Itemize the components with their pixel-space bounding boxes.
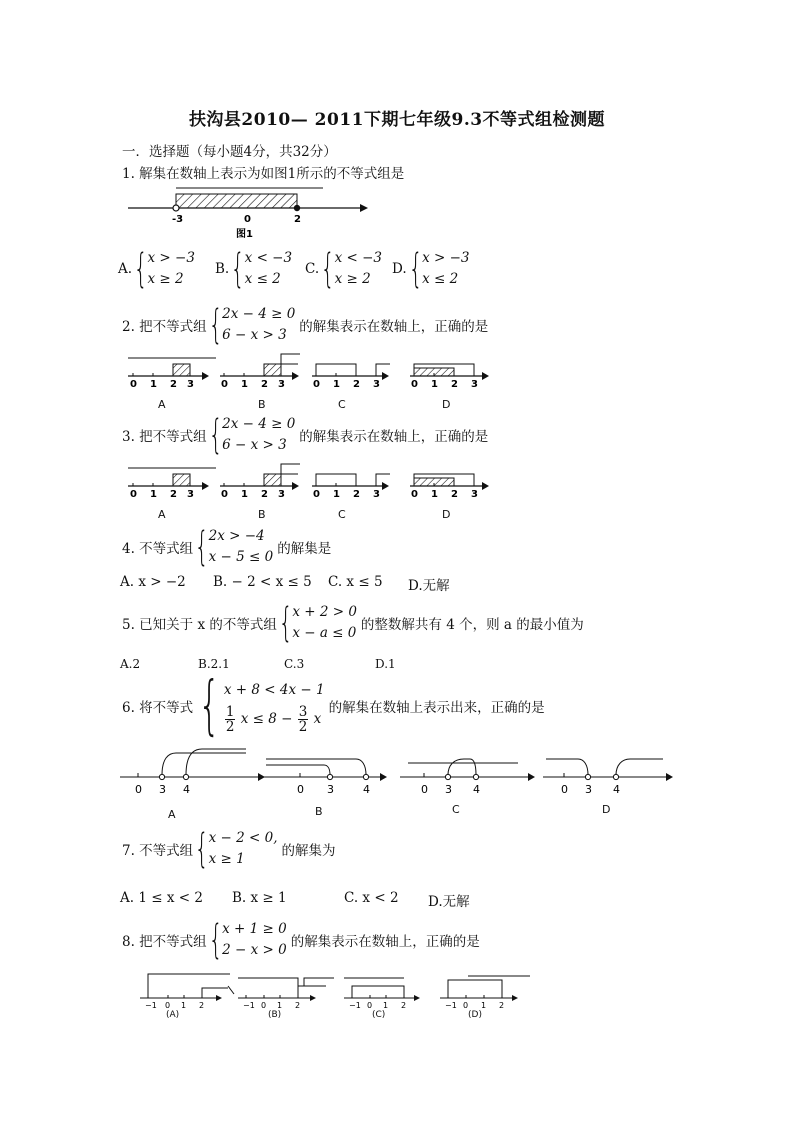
tick-label: −1: [145, 1001, 157, 1010]
tick-label: 3: [471, 489, 478, 500]
interval-line: [448, 980, 502, 998]
tick-label: 2: [499, 1001, 505, 1010]
interval-line: [281, 354, 300, 376]
q5-option-d: D.1: [375, 657, 396, 671]
q7-option-a: A. 1 ≤ x < 2: [120, 890, 203, 906]
tick-label: 0: [411, 489, 418, 500]
tick-label: 2: [295, 1001, 301, 1010]
interval-line: [281, 464, 300, 486]
tick-label: 0: [463, 1001, 469, 1010]
tick-label: 3: [585, 783, 592, 796]
tick-label: 1: [431, 489, 438, 500]
tick-label: 3: [445, 783, 452, 796]
open-dot: [183, 774, 188, 779]
q1-option-b: B. { x < −3 x ≤ 2: [215, 246, 293, 292]
q3-label-d: D: [442, 508, 451, 521]
interval-line: [228, 986, 234, 994]
open-dot: [159, 774, 164, 779]
q3-label-b: B: [258, 508, 266, 521]
interval-arc: [266, 765, 330, 775]
axis-arrow: [202, 372, 209, 380]
open-dot: [613, 774, 618, 779]
q5-stem: 5. 已知关于 x 的不等式组 { x + 2 > 0 x − a ≤ 0 的整数解共有 4 个，则 a 的最小值为: [122, 600, 584, 646]
q1-option-a: A. { x > −3 x ≥ 2: [118, 246, 195, 292]
q8-label-b: (B): [268, 1010, 282, 1020]
tick-label: 0: [261, 1001, 267, 1010]
tick-label: 0: [367, 1001, 373, 1010]
tick-label: 1: [150, 379, 157, 390]
axis-arrow: [202, 482, 209, 490]
tick-label: 2: [261, 379, 268, 390]
axis-arrow: [310, 995, 316, 1001]
q3-label-a: A: [158, 508, 166, 521]
tick-label: 2: [353, 489, 360, 500]
interval-arc: [616, 759, 663, 775]
tick-label: 0: [130, 379, 137, 390]
page-title: 扶沟县2010— 2011下期七年级9.3不等式组检测题: [188, 110, 606, 130]
tick-label: 1: [241, 489, 248, 500]
tick-label: 2: [401, 1001, 407, 1010]
tick-label: 3: [327, 783, 334, 796]
tick-label: 4: [613, 783, 620, 796]
tick-label: 0: [221, 489, 228, 500]
section-heading: 一．选择题（每小题4分，共32分）: [122, 144, 337, 160]
tick-label: 1: [241, 379, 248, 390]
interval-line: [148, 974, 230, 998]
axis-arrow: [382, 372, 389, 380]
tick-label: 4: [473, 783, 480, 796]
tick-label: 4: [183, 783, 190, 796]
axis-arrow: [380, 773, 387, 781]
q1-option-c: C. { x < −3 x ≥ 2: [305, 246, 383, 292]
q6-label-d: D: [602, 803, 611, 816]
tick-label: 1: [431, 379, 438, 390]
axis-arrow: [666, 773, 673, 781]
tick-label: 3: [373, 379, 380, 390]
tick-label: 3: [278, 379, 285, 390]
q4-option-c: C. x ≤ 5: [328, 574, 383, 590]
axis-arrow: [382, 482, 389, 490]
interval-arc: [162, 753, 246, 775]
tick-label: 1: [181, 1001, 187, 1010]
tick-label: 1: [333, 489, 340, 500]
q7-stem: 7. 不等式组 { x − 2 < 0, x ≥ 1 的解集为: [122, 826, 336, 872]
axis-arrow: [414, 995, 420, 1001]
q1-tick-label: -3: [172, 214, 184, 225]
q6-stem: 6. 将不等式 { x + 8 < 4x − 1 $\frac{1}{2}$ x ≤ 8 − $\frac{3}{2}$ x 的解集在数轴上表示出来，正确的是: [122, 669, 545, 743]
tick-label: −1: [349, 1001, 361, 1010]
interval-arc: [266, 759, 366, 775]
tick-label: −1: [445, 1001, 457, 1010]
open-dot: [473, 774, 478, 779]
axis-arrow: [292, 372, 299, 380]
tick-label: 1: [333, 379, 340, 390]
tick-label: 1: [481, 1001, 487, 1010]
open-dot: [585, 774, 590, 779]
q4-stem: 4. 不等式组 { 2x > −4 x − 5 ≤ 0 的解集是: [122, 524, 332, 570]
tick-label: 2: [261, 489, 268, 500]
axis-arrow: [512, 995, 518, 1001]
tick-label: 3: [187, 489, 194, 500]
tick-label: 0: [221, 379, 228, 390]
q3-label-c: C: [338, 508, 346, 521]
tick-label: 2: [451, 379, 458, 390]
q8-label-d: (D): [468, 1010, 482, 1020]
q6-label-a: A: [168, 808, 176, 821]
q4-option-d: D.无解: [408, 578, 450, 594]
q1-open-dot: [173, 205, 179, 211]
tick-label: 2: [451, 489, 458, 500]
tick-label: 0: [313, 379, 320, 390]
shaded-interval: [414, 478, 454, 486]
axis-arrow: [292, 482, 299, 490]
q2-label-c: C: [338, 398, 346, 411]
shaded-interval: [264, 364, 281, 376]
q2-label-a: A: [158, 398, 166, 411]
open-dot: [363, 774, 368, 779]
q2-stem: 2. 把不等式组 { 2x − 4 ≥ 0 6 − x > 3 的解集表示在数轴上，正确的是: [122, 302, 489, 348]
q8-label-a: (A): [166, 1010, 180, 1020]
q1-tick-label: 2: [294, 214, 301, 225]
q3-stem: 3. 把不等式组 { 2x − 4 ≥ 0 6 − x > 3 的解集表示在数轴上，正确的是: [122, 412, 489, 458]
q4-option-b: B. − 2 < x ≤ 5: [213, 574, 312, 590]
interval-line: [238, 978, 298, 998]
tick-label: 2: [199, 1001, 205, 1010]
interval-arc: [448, 759, 476, 775]
tick-label: 3: [187, 379, 194, 390]
tick-label: 3: [373, 489, 380, 500]
tick-label: 0: [411, 379, 418, 390]
open-dot: [445, 774, 450, 779]
q5-option-b: B.2.1: [198, 657, 230, 671]
q2-label-d: D: [442, 398, 451, 411]
q6-label-b: B: [315, 805, 323, 818]
q1-number-line: [128, 182, 368, 242]
interval-line: [304, 978, 334, 986]
q8-stem: 8. 把不等式组 { x + 1 ≥ 0 2 − x > 0 的解集表示在数轴上，正确的是: [122, 917, 480, 963]
q6-label-c: C: [452, 803, 460, 816]
q2-label-b: B: [258, 398, 266, 411]
q6-number-lines: [118, 745, 678, 805]
tick-label: 0: [297, 783, 304, 796]
tick-label: 0: [130, 489, 137, 500]
interval-line: [352, 986, 404, 998]
tick-label: 2: [353, 379, 360, 390]
tick-label: −1: [243, 1001, 255, 1010]
q1-figure-label: 图1: [236, 229, 253, 240]
q1-tick-label: 0: [244, 214, 251, 225]
shaded-interval: [173, 474, 190, 486]
tick-label: 3: [159, 783, 166, 796]
tick-label: 0: [561, 783, 568, 796]
interval-line: [202, 988, 228, 998]
shaded-interval: [414, 368, 454, 376]
axis-arrow: [216, 995, 222, 1001]
q8-label-c: (C): [372, 1010, 386, 1020]
tick-label: 0: [135, 783, 142, 796]
q7-option-b: B. x ≥ 1: [232, 890, 287, 906]
tick-label: 1: [383, 1001, 389, 1010]
q1-option-d: D. { x > −3 x ≤ 2: [392, 246, 470, 292]
q5-option-c: C.3: [284, 657, 305, 671]
axis-arrow: [528, 773, 535, 781]
tick-label: 3: [471, 379, 478, 390]
interval-arc: [546, 759, 588, 775]
q4-option-a: A. x > −2: [120, 574, 186, 590]
q7-option-d: D.无解: [428, 894, 470, 910]
q7-option-c: C. x < 2: [344, 890, 399, 906]
shaded-interval: [173, 364, 190, 376]
q1-stem: 1. 解集在数轴上表示为如图1所示的不等式组是: [122, 166, 405, 182]
axis-arrow: [482, 372, 489, 380]
open-dot: [327, 774, 332, 779]
q5-option-a: A.2: [120, 657, 141, 671]
tick-label: 2: [170, 379, 177, 390]
tick-label: 4: [363, 783, 370, 796]
tick-label: 1: [150, 489, 157, 500]
tick-label: 0: [165, 1001, 171, 1010]
tick-label: 0: [313, 489, 320, 500]
q1-closed-dot: [294, 205, 300, 211]
axis-arrow: [482, 482, 489, 490]
shaded-interval: [264, 474, 281, 486]
tick-label: 1: [277, 1001, 283, 1010]
tick-label: 2: [170, 489, 177, 500]
tick-label: 3: [278, 489, 285, 500]
q1-shaded-region: [176, 194, 297, 208]
tick-label: 0: [421, 783, 428, 796]
